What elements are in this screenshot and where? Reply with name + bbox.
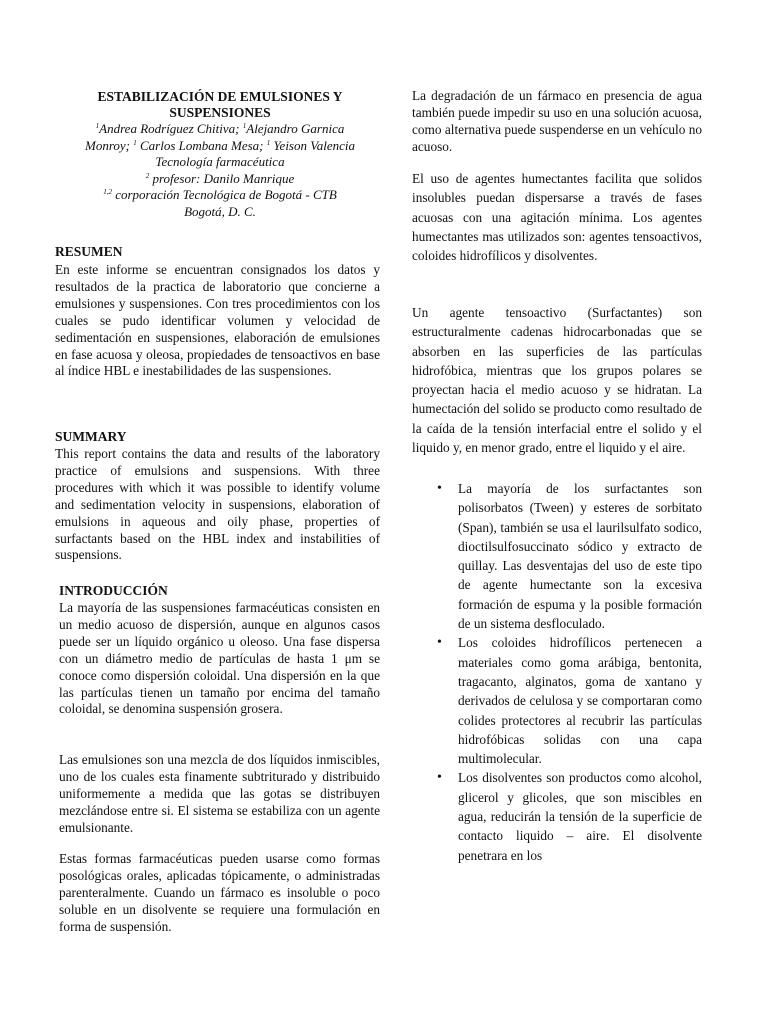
summary-text: This report contains the data and results of the laboratory practice of emulsions and suspensions. With three procedures with which it was possible to identify volume and sedimentation velocity in suspensions, elaboration of emulsions in aqueous and oily phase, properties of surfactants based on the HBL index and instabilities of suspensions.	[55, 446, 380, 563]
list-item	[437, 479, 702, 633]
author-name: Yeison Valencia	[270, 137, 356, 153]
introduccion-paragraph-3: Estas formas farmacéuticas pueden usarse como formas posológicas orales, aplicadas tópicamente, o administradas parenteralmente. Cuando un fármaco es insoluble o poco soluble en un disolvente se requiere una formulación en forma de suspensión.	[59, 851, 380, 934]
affiliation-mark: 2	[145, 171, 150, 180]
list-item-text: Los coloides hidrofílicos pertenecen a materiales como goma arábiga, bentonita, tragacanto, alginatos, goma de xantano y derivados de celulosa y se comportaran como colides protectores al recubrir las partículas hidrofóbicas solidas con una capa multimolecular.	[458, 635, 702, 767]
right-paragraph-3: Un agente tensoactivo (Surfactantes) son estructuralmente cadenas hidrocarbonadas que se absorben en las superficies de las partículas hidrofóbica, mientras que los grupos polares se proyectan hacia el medio acuoso y se hidratan. La humectación del solido se producto como resultado de la caída de la tensión interfacial entre el solido y el liquido y, en menor grado, entre el liquido y el aire.	[412, 305, 702, 456]
author-name: Andrea Rodríguez Chitiva;	[99, 121, 243, 136]
list-item-text: Los disolventes son productos como alcohol, glicerol y glicoles, que son miscibles en agua, reducirán la tensión de la superficie de contacto liquido – aire. El disolvente penetrara en los	[458, 770, 702, 863]
right-paragraph-2: El uso de agentes humectantes facilita que solidos insolubles puedan dispersarse a través de fases acuosas con una agitación mínima. Los agentes humectantes mas utilizados son: agentes tensoactivos, coloides hidrofílicos y disolventes.	[412, 171, 702, 264]
affiliation-mark: 1	[95, 122, 100, 130]
introduccion-paragraph-2: Las emulsiones son una mezcla de dos líquidos inmiscibles, uno de los cuales esta finamente subtriturado y distribuido uniformemente a medida que las gotas se distribuyen mezclándose entre si. El sistema se estabiliza con un agente emulsionante.	[59, 752, 380, 835]
resumen-heading: RESUMEN	[55, 244, 123, 259]
institution-name: corporación Tecnológica de Bogotá - CTB	[111, 187, 337, 202]
professor-line	[55, 171, 385, 188]
location-line: Bogotá, D. C.	[184, 203, 256, 219]
right-paragraph-1: La degradación de un fármaco en presencia de agua también puede impedir su uso en una solución acuosa, como alternativa puede suspenderse en un vehículo no acuoso.	[412, 88, 702, 154]
author-block	[55, 121, 385, 220]
list-item	[437, 633, 702, 768]
introduccion-heading: INTRODUCCIÓN	[59, 583, 168, 598]
paper-title: ESTABILIZACIÓN DE EMULSIONES Y SUSPENSIONES	[97, 89, 343, 120]
program-line: Tecnología farmacéutica	[155, 154, 285, 169]
list-item	[437, 768, 702, 864]
author-name: Alejandro Garnica	[246, 121, 345, 136]
bullet-icon: •	[437, 770, 442, 786]
institution-line	[55, 187, 385, 204]
resumen-text: En este informe se encuentran consignados los datos y resultados de la practica de laboratorio que concierne a emulsiones y suspensiones. Con tres procedimientos con los cuales se pudo identificar volumen y velocidad de sedimentación en suspensiones, elaboración de emulsiones en fase acuosa y oleosa, propiedades de tensoactivos en base al índice HBL e inestabilidades de las suspensiones.	[55, 262, 380, 379]
summary-heading: SUMMARY	[55, 429, 127, 444]
bullet-icon: •	[437, 481, 442, 496]
affiliation-mark: 1,2	[103, 188, 112, 196]
humectant-list	[437, 479, 702, 865]
bullet-icon: •	[437, 635, 442, 651]
introduccion-paragraph-1: La mayoría de las suspensiones farmacéuticas consisten en un medio acuoso de dispersión, aunque en algunos casos puede ser un líquido orgánico u oleoso. Una fase dispersa con un diámetro medio de partículas de hasta 1 μm se conoce como dispersión coloidal. Una dispersión en la que las partículas tienen un tamaño por encima del tamaño coloidal, se denomina suspensión grosera.	[59, 600, 380, 717]
author-line	[55, 138, 385, 155]
author-name: Monroy;	[84, 137, 134, 153]
author-line	[55, 121, 385, 138]
list-item-text: La mayoría de los surfactantes son polisorbatos (Tween) y esteres de sorbitato (Span), también se usa el laurilsulfato sodico, dioctilsulfosuccinato sódico y extracto de quillay. Las desventajas del uso de este tipo de agente humectante son la excesiva formación de espuma y la posible formación de un sistema desfloculado.	[458, 481, 702, 632]
affiliation-mark: 1	[266, 138, 271, 147]
professor-name: profesor: Danilo Manrique	[149, 170, 295, 186]
author-name: Carlos Lombana Mesa;	[136, 137, 267, 153]
affiliation-mark: 1	[242, 122, 247, 130]
affiliation-mark: 1	[133, 138, 137, 147]
